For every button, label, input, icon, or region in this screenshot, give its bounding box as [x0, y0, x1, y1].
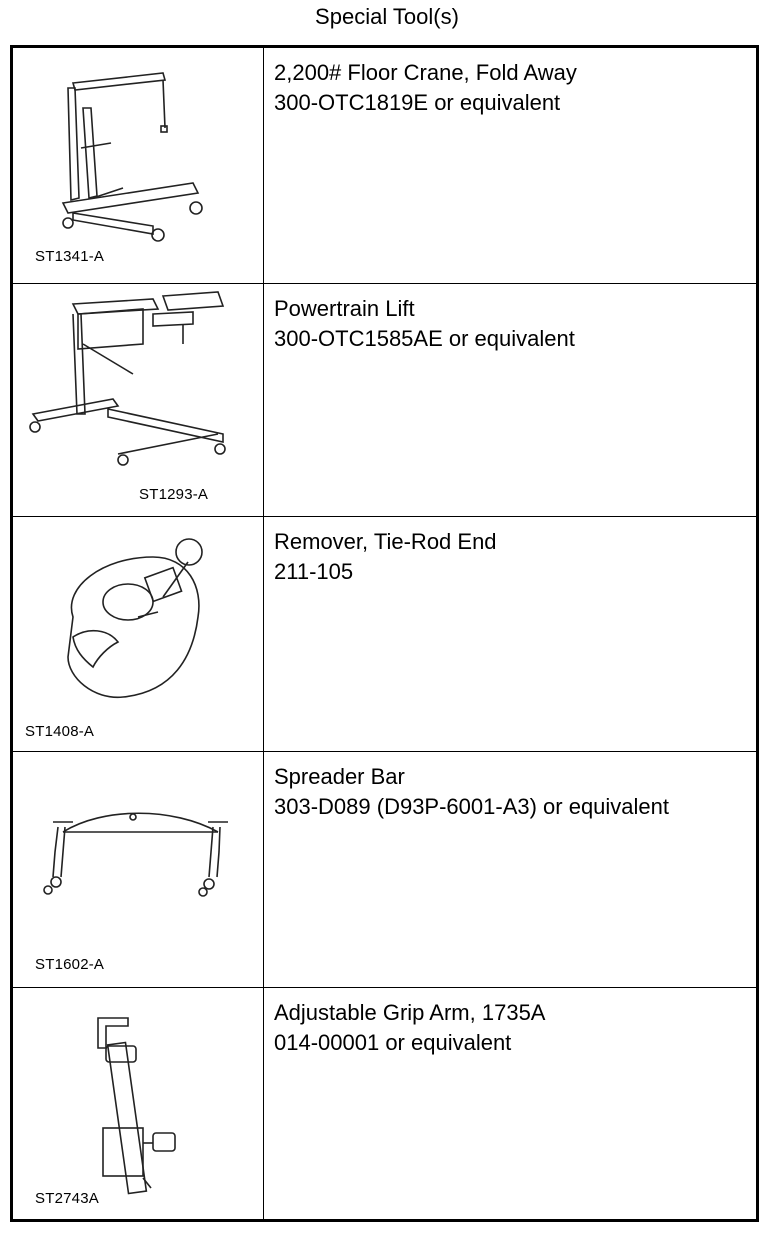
tool-description	[274, 762, 669, 822]
tool-code: ST2743A	[35, 1190, 99, 1207]
table-row	[13, 48, 756, 284]
tie-rod-remover-icon	[13, 517, 263, 751]
illustration-cell	[13, 988, 264, 1222]
spreader-bar-icon	[13, 752, 263, 987]
tool-description	[274, 527, 497, 587]
tool-code: ST1341-A	[35, 248, 105, 265]
tool-code: ST1293-A	[139, 486, 209, 503]
special-tools-table	[10, 45, 759, 1222]
tool-name: 2,200# Floor Crane, Fold Away	[274, 60, 577, 85]
table-row	[13, 284, 756, 517]
illustration-cell	[13, 752, 264, 987]
tool-code: ST1602-A	[35, 956, 105, 973]
illustration-cell	[13, 517, 264, 751]
tool-number: 300-OTC1585AE or equivalent	[274, 326, 575, 351]
illustration-cell	[13, 284, 264, 516]
tool-description	[274, 294, 575, 354]
tool-name: Remover, Tie-Rod End	[274, 529, 497, 554]
tool-number: 300-OTC1819E or equivalent	[274, 90, 561, 115]
powertrain-lift-icon	[13, 284, 263, 516]
tool-code: ST1408-A	[25, 723, 95, 740]
tool-name: Spreader Bar	[274, 764, 405, 789]
grip-arm-icon	[13, 988, 263, 1221]
page-title: Special Tool(s)	[315, 4, 459, 29]
table-row	[13, 752, 756, 988]
tool-number: 211-105	[274, 559, 354, 584]
tool-name: Adjustable Grip Arm, 1735A	[274, 1000, 546, 1025]
table-row	[13, 988, 756, 1222]
table-row	[13, 517, 756, 752]
tool-number: 014-00001 or equivalent	[274, 1030, 512, 1055]
tool-description	[274, 998, 545, 1058]
tool-name: Powertrain Lift	[274, 296, 415, 321]
tool-description	[274, 58, 577, 118]
illustration-cell	[13, 48, 264, 283]
tool-number: 303-D089 (D93P-6001-A3) or equivalent	[274, 794, 670, 819]
